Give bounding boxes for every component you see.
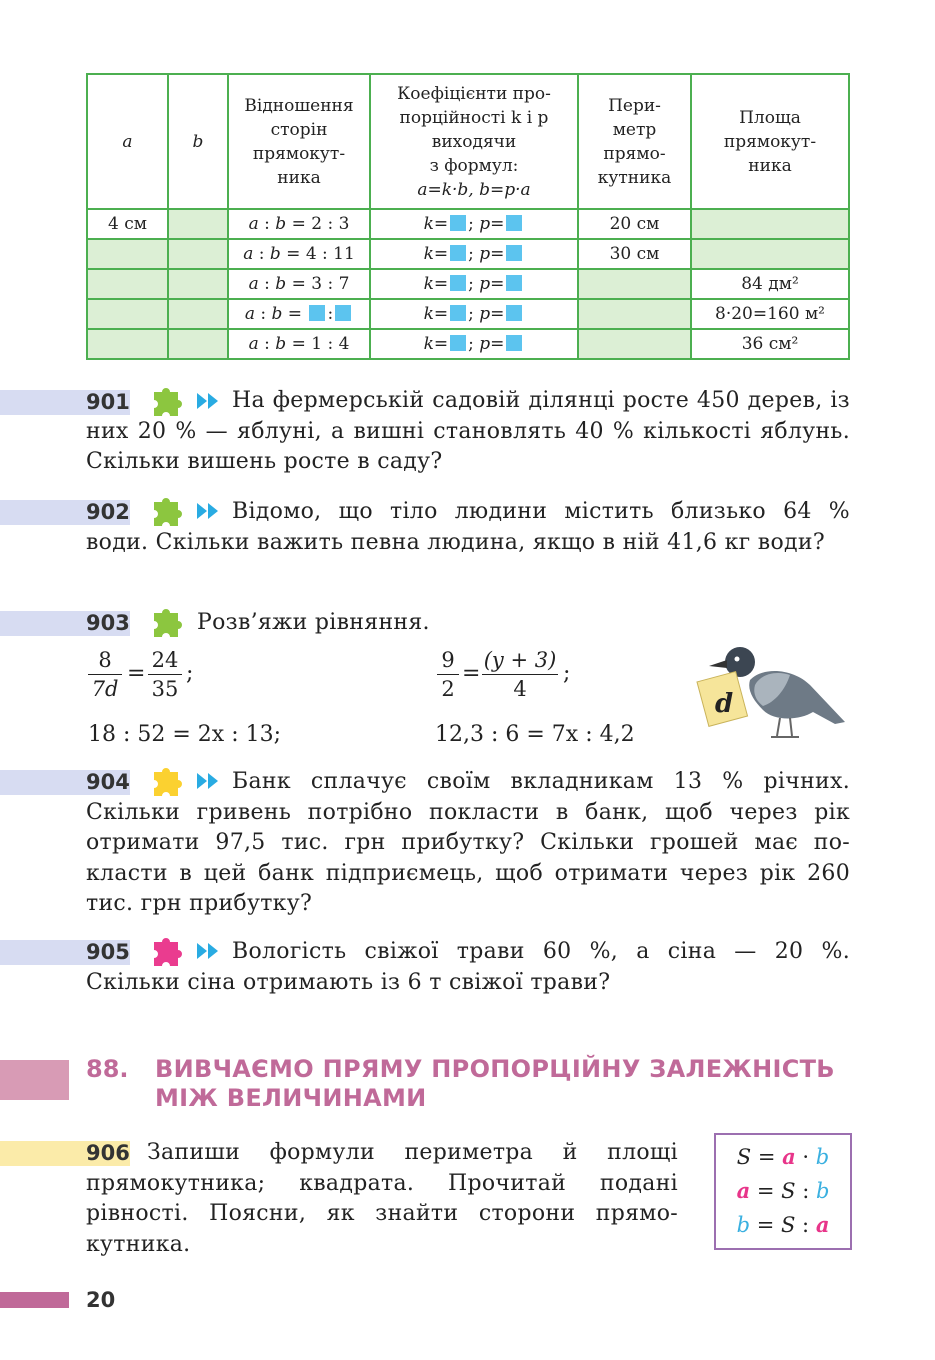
equation-4: 12,3 : 6 = 7x : 4,2 [435, 722, 635, 747]
exercise-number-902: 902 [86, 500, 130, 524]
fraction-left-2: 9 2 [437, 646, 459, 703]
cell-ratio: a : b = 1 : 4 [228, 329, 370, 359]
table-header-row [87, 74, 849, 209]
cell-a: 4 см [87, 209, 168, 239]
cell-ratio: a : b = 3 : 7 [228, 269, 370, 299]
exercise-number-906: 906 [86, 1141, 130, 1165]
exercise-text-904: Банк сплачує своїм вкладникам 13 % річних. Скільки гривень потрібно покласти в банк, щоб через рік отримати 97,5 тис. грн прибутку? Скільки грошей має по-класти в цей банк підприємець, щоб отримати через рік 260 тис. грн прибутку? [86, 769, 850, 916]
equals-sign: = [462, 661, 481, 686]
formula-box [714, 1133, 852, 1250]
page-number: 20 [86, 1288, 116, 1312]
cell-coef: k= ; p= [370, 209, 578, 239]
cell-a [87, 299, 168, 329]
blank-square[interactable] [506, 215, 522, 231]
cell-b [168, 329, 228, 359]
exercise-text-903: Розв’яжи рівняння. [197, 610, 430, 635]
cell-area [691, 239, 849, 269]
cell-perimeter [578, 299, 691, 329]
header-area: Площа прямокут- ника [691, 74, 849, 209]
semicolon: ; [186, 661, 194, 686]
blank-square[interactable] [450, 245, 466, 261]
formula-side-b: b = S : a [736, 1212, 830, 1237]
cell-b [168, 239, 228, 269]
header-b: b [168, 74, 228, 209]
formula-side-a: a = S : b [736, 1178, 830, 1203]
page-number-bar [0, 1292, 69, 1308]
table-row [87, 269, 849, 299]
cell-a [87, 239, 168, 269]
proportion-table [86, 73, 850, 360]
blank-square[interactable] [506, 305, 522, 321]
blank-square[interactable] [450, 335, 466, 351]
cell-perimeter [578, 329, 691, 359]
section-number: 88. [86, 1055, 129, 1083]
cell-perimeter: 20 см [578, 209, 691, 239]
exercise-text-901: На фермерській садовій ділянці росте 450 дерев, із них 20 % — яблуні, а вишні становлять 40 % кількості яблунь. Скільки вишень росте в саду? [86, 388, 850, 474]
formula-area: S = a · b [736, 1144, 830, 1169]
exercise-text-905: Вологість свіжої трави 60 %, а сіна — 20 %. Скільки сіна отримають із 6 т свіжої трави? [86, 939, 850, 995]
cell-coef: k= ; p= [370, 239, 578, 269]
cell-coef: k= ; p= [370, 269, 578, 299]
fraction-right-2: (y + 3) 4 [483, 648, 557, 701]
cell-perimeter: 30 см [578, 239, 691, 269]
table-row [87, 209, 849, 239]
cell-b [168, 299, 228, 329]
cell-area: 84 дм² [691, 269, 849, 299]
exercise-number-904: 904 [86, 770, 130, 794]
exercise-text-902: Відомо, що тіло людини містить близько 64 % води. Скільки важить певна людина, якщо в ній 41,6 кг води? [86, 499, 850, 555]
header-perimeter: Пери- метр прямо- кутника [578, 74, 691, 209]
exercise-number-905: 905 [86, 940, 130, 964]
section-bar [0, 1060, 69, 1100]
equation-3: 18 : 52 = 2x : 13; [88, 722, 282, 747]
cell-ratio: a : b = 4 : 11 [228, 239, 370, 269]
semicolon: ; [563, 661, 571, 686]
exercise-number-903: 903 [86, 611, 130, 635]
puzzle-piece-icon [146, 605, 186, 641]
blank-square[interactable] [506, 335, 522, 351]
cell-b [168, 209, 228, 239]
table-row [87, 239, 849, 269]
cell-area [691, 209, 849, 239]
header-ratio: Відношення сторін прямокут- ника [228, 74, 370, 209]
blank-square[interactable] [335, 305, 351, 321]
blank-square[interactable] [506, 275, 522, 291]
cell-coef: k= ; p= [370, 299, 578, 329]
cell-a [87, 329, 168, 359]
equals-sign: = [127, 661, 146, 686]
section-title: ВИВЧАЄМО ПРЯМУ ПРОПОРЦІЙНУ ЗАЛЕЖНІСТЬ МІЖ ВЕЛИЧИНАМИ [155, 1055, 835, 1112]
fraction-left-1: 8 7d [88, 646, 122, 703]
crow-illustration [695, 640, 850, 745]
cell-area: 8·20=160 м² [691, 299, 849, 329]
blank-square[interactable] [450, 275, 466, 291]
exercise-text-906: Запиши формули периметра й площі прямокутника; квадрата. Прочитай подані рівності. Поясни, як знайти сторони прямо-кутника. [86, 1140, 678, 1257]
cell-ratio: a : b = 2 : 3 [228, 209, 370, 239]
table-row [87, 299, 849, 329]
cell-coef: k= ; p= [370, 329, 578, 359]
table-row [87, 329, 849, 359]
cell-b [168, 269, 228, 299]
blank-square[interactable] [450, 305, 466, 321]
card-letter: d [715, 689, 734, 719]
header-a: a [87, 74, 168, 209]
cell-ratio: a : b = : [228, 299, 370, 329]
cell-perimeter [578, 269, 691, 299]
fraction-right-1: 24 35 [148, 646, 182, 703]
header-coefficients: Коефіцієнти про- порційності k і p виходячи з формул: a=k·b, b=p·a [370, 74, 578, 209]
blank-square[interactable] [506, 245, 522, 261]
blank-square[interactable] [450, 215, 466, 231]
cell-area: 36 см² [691, 329, 849, 359]
exercise-number-901: 901 [86, 390, 130, 414]
blank-square[interactable] [309, 305, 325, 321]
cell-a [87, 269, 168, 299]
